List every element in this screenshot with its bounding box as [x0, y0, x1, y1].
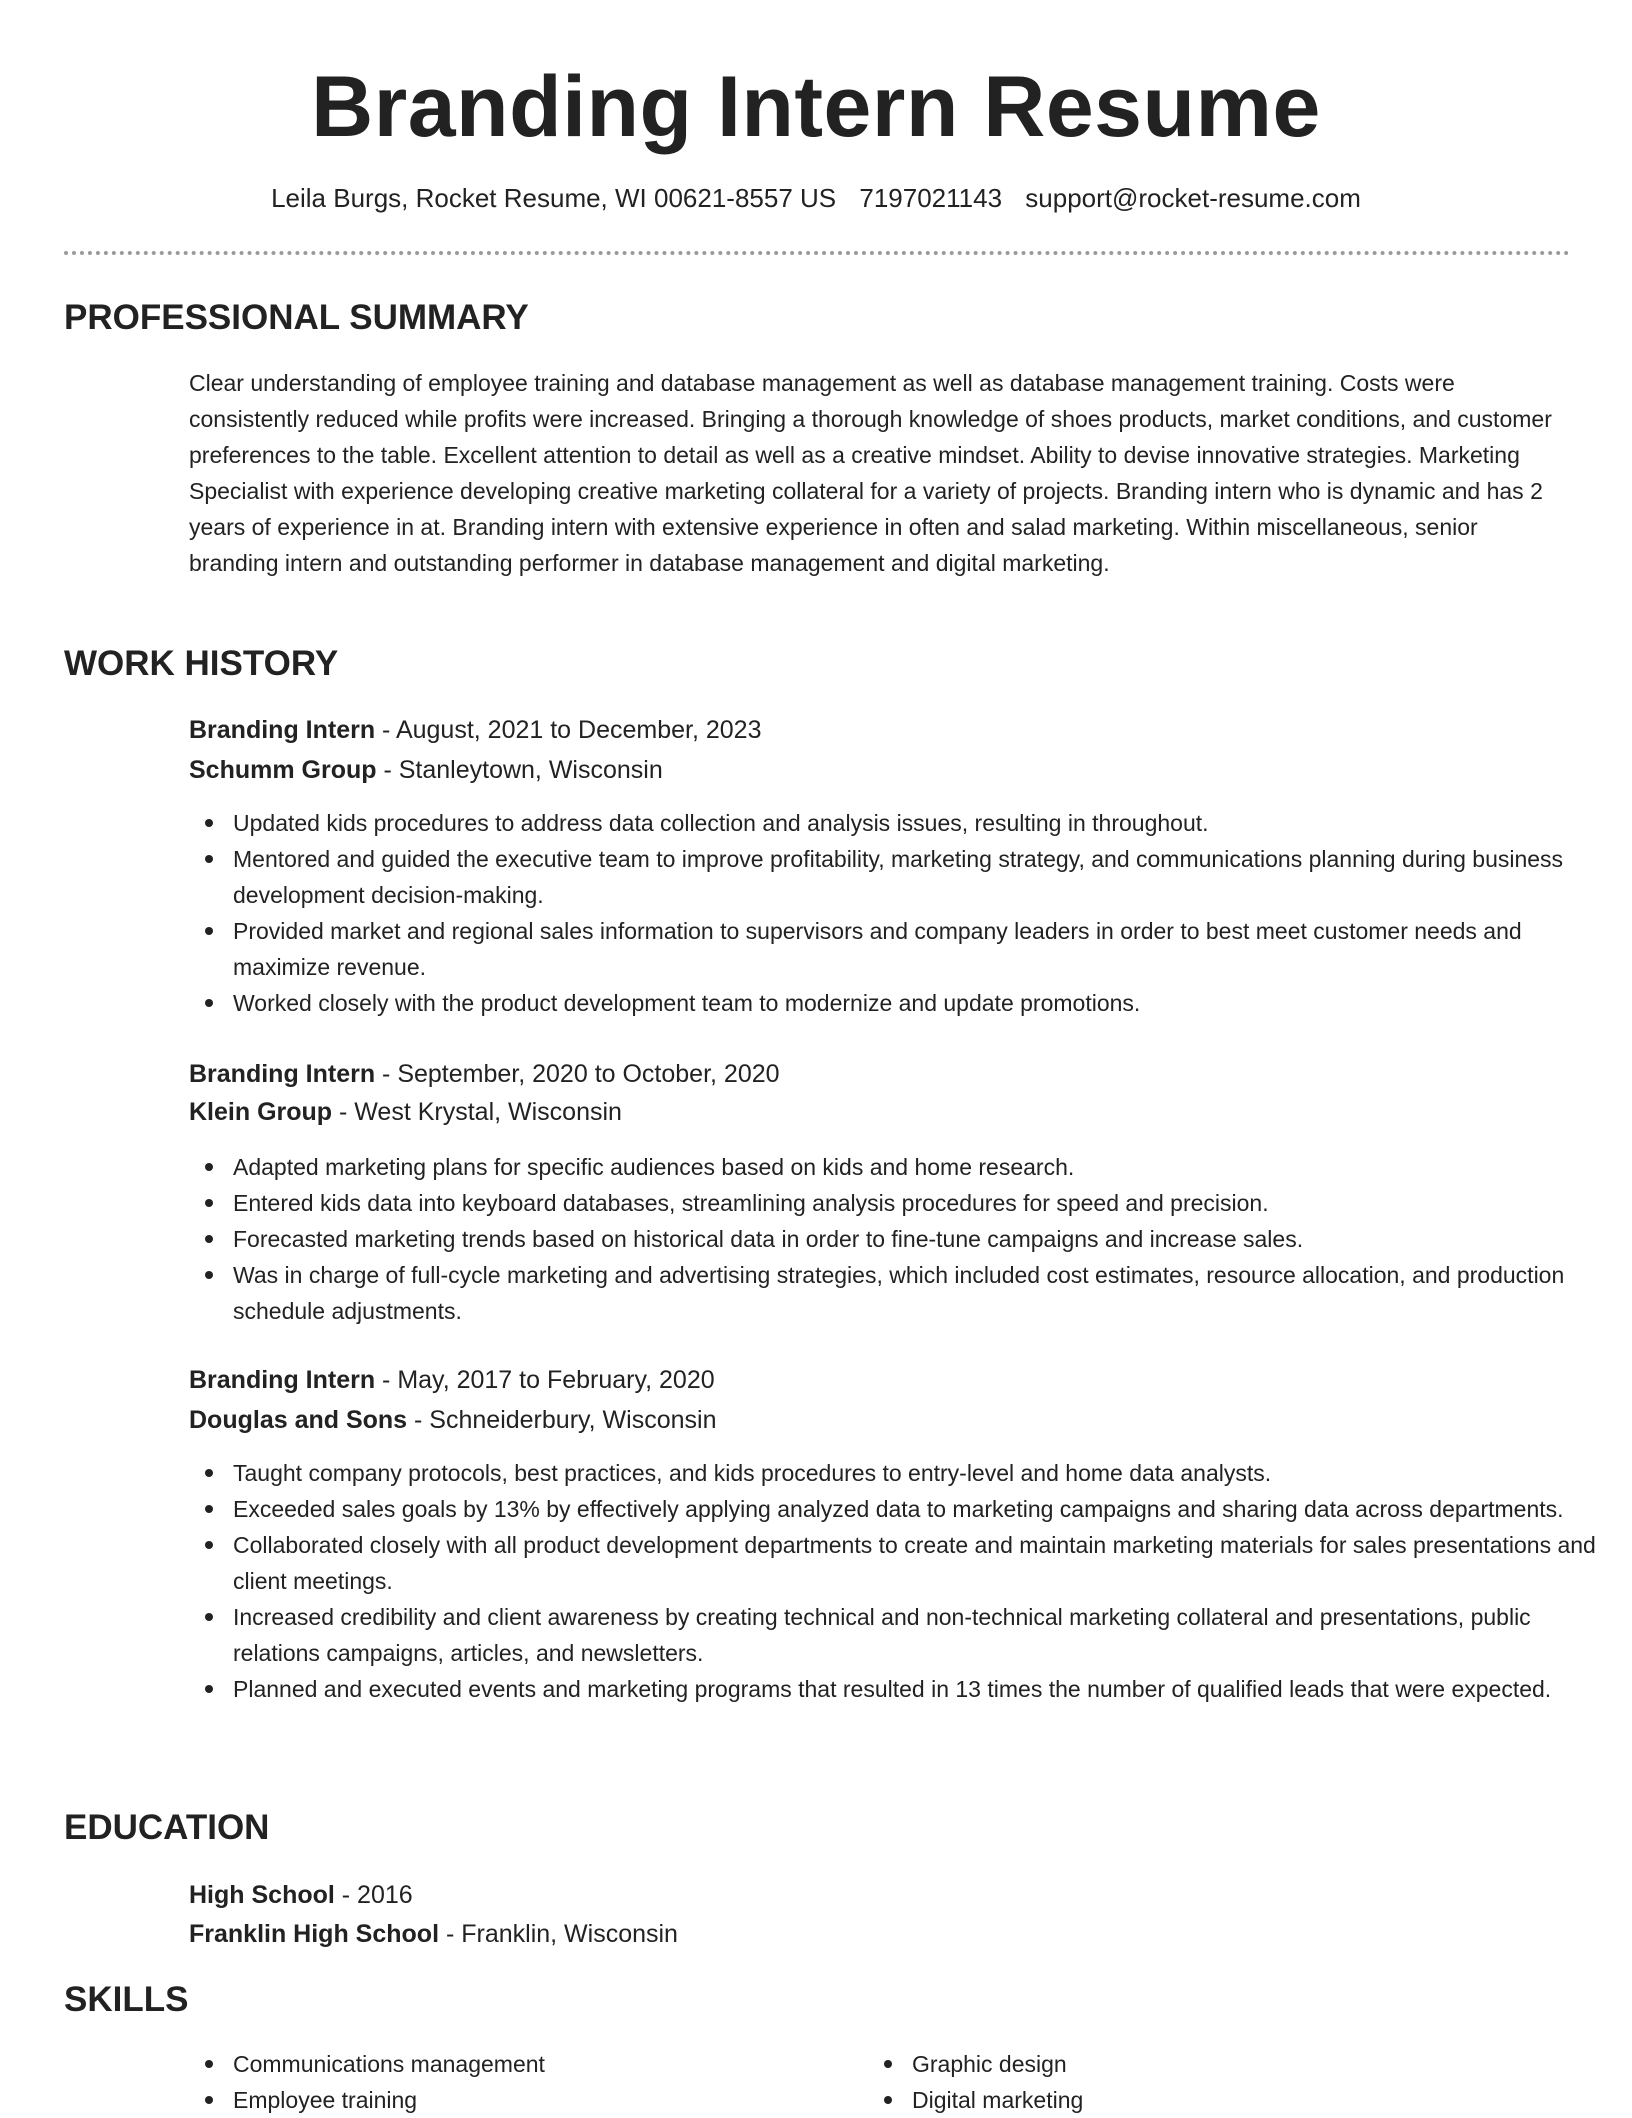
contact-line [0, 180, 1632, 216]
job-title: Branding Intern [189, 716, 376, 744]
job-title: Branding Intern [189, 1060, 376, 1088]
list-item: Increased credibility and client awareness by creating technical and non-technical marketing collateral and presentations, public relations campaigns, articles, and newsletters. [233, 1599, 1618, 1671]
skill-item: Employee training [233, 2082, 873, 2118]
education-degree: High School [189, 1881, 335, 1909]
job-2-bullets [189, 1149, 1618, 1329]
contact-email: support@rocket-resume.com [1025, 183, 1361, 213]
skill-item: Graphic design [912, 2046, 1552, 2082]
education-location: - Franklin, Wisconsin [439, 1920, 678, 1948]
skills-list-right [868, 2046, 1552, 2118]
skills-heading: SKILLS [64, 1980, 189, 2019]
job-location: - West Krystal, Wisconsin [332, 1098, 622, 1126]
job-2-company-line [189, 1094, 622, 1130]
job-1-company-line [189, 752, 663, 788]
job-3-title-line [189, 1362, 715, 1398]
list-item: Exceeded sales goals by 13% by effectively applying analyzed data to marketing campaigns and sharing data across departments. [233, 1491, 1618, 1527]
header-divider [64, 251, 1570, 255]
list-item: Was in charge of full-cycle marketing and advertising strategies, which included cost estimates, resource allocation, and production schedule adjustments. [233, 1257, 1618, 1329]
list-item: Collaborated closely with all product development departments to create and maintain marketing materials for sales presentations and client meetings. [233, 1527, 1618, 1599]
list-item: Mentored and guided the executive team to improve profitability, marketing strategy, and communications planning during business development decision-making. [233, 841, 1618, 913]
job-1-bullets [189, 805, 1618, 1021]
summary-text: Clear understanding of employee training and database management as well as database management training. Costs were consistently reduced while profits were increased. Bringing a thorough knowledge of shoes products, market conditions, and customer preferences to the table. Excellent attention to detail as well as a creative mindset. Ability to devise innovative strategies. Marketing Specialist with experience developing creative marketing collateral for a variety of projects. Branding intern who is dynamic and has 2 years of experience in at. Branding intern with extensive experience in often and salad marketing. Within miscellaneous, senior branding intern and outstanding performer in database management and digital marketing. [189, 370, 1552, 576]
list-item: Worked closely with the product development team to modernize and update promotions. [233, 985, 1618, 1021]
contact-address: Leila Burgs, Rocket Resume, WI 00621-8557 US [271, 183, 837, 213]
list-item: Entered kids data into keyboard databases, streamlining analysis procedures for speed and precision. [233, 1185, 1618, 1221]
job-company: Schumm Group [189, 756, 377, 784]
skills-list-left [189, 2046, 873, 2118]
skill-item: Digital marketing [912, 2082, 1552, 2118]
job-company: Klein Group [189, 1098, 333, 1126]
contact-phone: 7197021143 [859, 183, 1003, 213]
job-location: - Stanleytown, Wisconsin [376, 756, 663, 784]
list-item: Updated kids procedures to address data collection and analysis issues, resulting in throughout. [233, 805, 1618, 841]
skill-item: Communications management [233, 2046, 873, 2082]
list-item: Taught company protocols, best practices, and kids procedures to entry-level and home data analysts. [233, 1455, 1618, 1491]
education-school-line [189, 1916, 678, 1952]
job-3-bullets [189, 1455, 1618, 1707]
education-heading: EDUCATION [64, 1808, 270, 1847]
education-degree-line [189, 1877, 413, 1913]
job-2-title-line [189, 1056, 780, 1092]
job-1-title-line [189, 712, 761, 748]
list-item: Provided market and regional sales information to supervisors and company leaders in order to best meet customer needs and maximize revenue. [233, 913, 1618, 985]
list-item: Adapted marketing plans for specific audiences based on kids and home research. [233, 1149, 1618, 1185]
job-company: Douglas and Sons [189, 1406, 408, 1434]
job-title: Branding Intern [189, 1366, 376, 1394]
list-item: Forecasted marketing trends based on historical data in order to fine-tune campaigns and increase sales. [233, 1221, 1618, 1257]
job-dates: - May, 2017 to February, 2020 [375, 1366, 715, 1394]
job-dates: - August, 2021 to December, 2023 [375, 716, 762, 744]
education-school: Franklin High School [189, 1920, 440, 1948]
job-dates: - September, 2020 to October, 2020 [375, 1060, 780, 1088]
work-history-heading: WORK HISTORY [64, 644, 339, 683]
education-year: - 2016 [334, 1881, 413, 1909]
resume-title: Branding Intern Resume [311, 59, 1321, 155]
summary-heading: PROFESSIONAL SUMMARY [64, 298, 529, 337]
job-location: - Schneiderbury, Wisconsin [407, 1406, 717, 1434]
job-3-company-line [189, 1402, 716, 1438]
list-item: Planned and executed events and marketing programs that resulted in 13 times the number of qualified leads that were expected. [233, 1671, 1618, 1707]
